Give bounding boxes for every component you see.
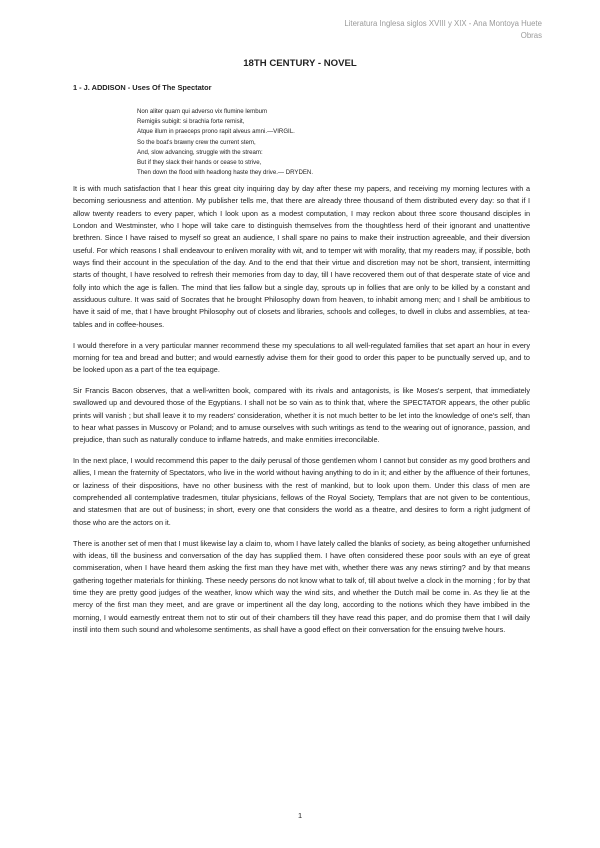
paragraph: I would therefore in a very particular manner recommend these my speculations to all well-regulated families that set apart an hour in every morning for tea and bread and butter; and would earnestly advise them for their good to order this paper to be punctually served up, and to be looked upon as a part of the tea equipage. <box>73 340 530 375</box>
epigraph-line: So the boat's brawny crew the current stem, <box>137 138 256 146</box>
epigraph-line: And, slow advancing, struggle with the stream: <box>137 148 263 156</box>
paragraph: In the next place, I would recommend this paper to the daily perusal of those gentlemen whom I cannot but consider as my good brothers and allies, I mean the fraternity of Spectators, who live in the world without having anything to do in it; and either by the affluence of their fortunes, or laziness of their dispositions, have no other business with the rest of mankind, but to look upon them. Under this class of men are comprehended all contemplative tradesmen, titular physicians, fellows of the Royal Society, Templars that are not given to be contentious, and statesmen that are out of business; in short, every one that considers the world as a theatre, and desires to form a right judgment of those who are the actors on it. <box>73 456 530 527</box>
page-title: 18TH CENTURY - NOVEL <box>243 58 357 69</box>
epigraph-line: Atque illum in praeceps prono rapit alveus amni.—VIRGIL. <box>137 128 295 136</box>
epigraph-line: But if they slack their hands or cease to strive, <box>137 159 262 167</box>
paragraph: There is another set of men that I must likewise lay a claim to, whom I have lately called the blanks of society, as being altogether unfurnished with ideas, till the business and conversation of the day has supplied them. I have often considered these poor souls with an eye of great commiseration, when I have heard them asking the first man they have met with, whether there was any news stirring? and by that means gathering together materials for thinking. These needy persons do not know what to talk of, till about twelve a clock in the morning ; for by that time they are pretty good judges of the weather, know which way the wind sits, and whether the Dutch mail be come in. As they lie at the mercy of the first man they meet, and are grave or impertinent all the day long, according to the notions which they have imbibed in the morning, I would earnestly entreat them not to stir out of their chambers till they have read this paper, and do promise them that I will daily instil into them such sound and wholesome sentiments, as shall have a good effect on their conversation for the ensuing twelve hours. <box>73 538 530 634</box>
header-course-title: Literatura Inglesa siglos XVIII y XIX - Ana Montoya Huete <box>344 19 542 28</box>
header-subtitle: Obras <box>520 31 542 40</box>
epigraph-line: Then down the flood with headlong haste they drive.— DRYDEN. <box>137 169 314 177</box>
body-text <box>73 183 530 645</box>
epigraph-line: Remigiis subigit: si brachia forte remisit, <box>137 118 245 126</box>
paragraph: It is with much satisfaction that I hear this great city inquiring day by day after these my papers, and receiving my morning lectures with a becoming seriousness and attention. My publisher tells me, that there are already three thousand of them distributed every day: so that if I allow twenty readers to every paper, which I look upon as a modest computation, I may reckon about three score thousand disciples in London and Westminster, who I hope will take care to distinguish themselves from the thoughtless herd of their ignorant and unattentive brethren. Since I have raised to myself so great an audience, I shall spare no pains to make their instruction agreeable, and their diversion useful. For which reasons I shall endeavour to enliven morality with wit, and to temper wit with morality, that my readers may, if possible, both ways find their account in the speculation of the day. And to the end that their virtue and discretion may not be short, transient, intermitting starts of thought, I have resolved to refresh their memories from day to day, till I have recovered them out of that desperate state of vice and folly into which the age is fallen. The mind that lies fallow but a single day, sprouts up in follies that are only to be killed by a constant and assiduous culture. It was said of Socrates that he brought Philosophy down from heaven, to inhabit among men; and I shall be ambitious to have it said of me, that I have brought Philosophy out of closets and libraries, schools and colleges, to dwell in clubs and assemblies, at tea-tables and in coffee-houses. <box>73 184 530 329</box>
section-heading: 1 - J. ADDISON - Uses Of The Spectator <box>73 83 212 92</box>
epigraph <box>137 107 457 178</box>
epigraph-line: Non aliter quam qui adverso vix flumine lembum <box>137 108 268 115</box>
page-number: 1 <box>297 811 303 820</box>
paragraph: Sir Francis Bacon observes, that a well-written book, compared with its rivals and antagonists, is like Moses's serpent, that immediately swallowed up and devoured those of the Egyptians. I shall not be so vain as to think that, where the SPECTATOR appears, the other public prints will vanish ; but shall leave it to my readers' consideration, whether it is not much better to be let into the knowledge of one's self, than to hear what passes in Muscovy or Poland; and to amuse ourselves with such writings as tend to the wearing out of ignorance, passion, and prejudice, than such as naturally conduce to inflame hatreds, and make enmities irreconcilable. <box>73 385 530 445</box>
running-header <box>242 18 542 42</box>
